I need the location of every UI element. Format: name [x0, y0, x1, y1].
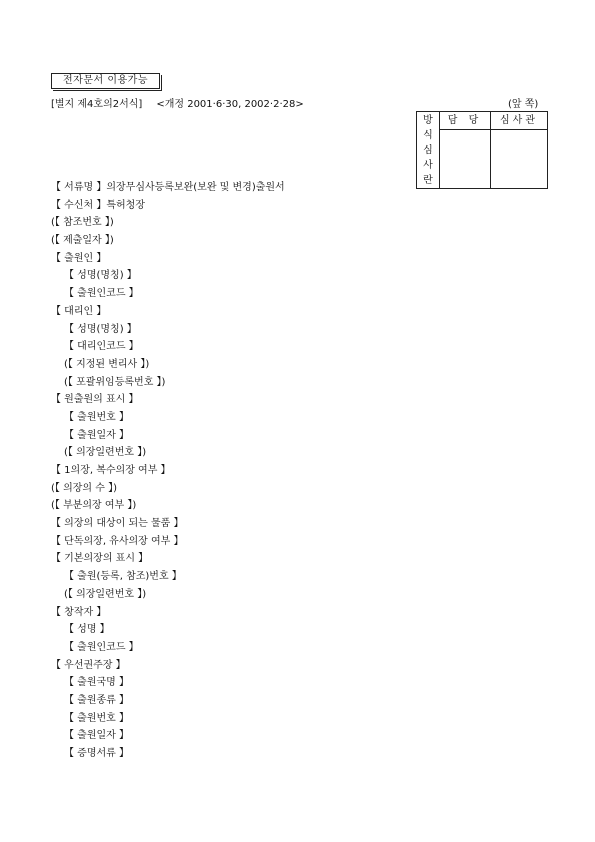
- form-subfield-line: 【 출원번호 】: [64, 411, 129, 423]
- form-field-line: (【 제출일자 】): [51, 235, 114, 247]
- form-field-line: (【 의장의 수 】): [51, 482, 117, 494]
- form-subfield-line: 【 출원(등록, 참조)번호 】: [64, 571, 182, 583]
- form-field-line: 【 창작자 】: [51, 606, 107, 618]
- form-header-line: [51, 95, 304, 110]
- form-field-line: 【 기본의장의 표시 】: [51, 553, 149, 565]
- form-field-line: 【 수신처 】특허청장: [51, 199, 145, 211]
- form-subfield-line: 【 출원종류 】: [64, 694, 129, 706]
- method-review-label: 방 식 심 사 란: [417, 112, 440, 189]
- form-subfield-line: (【 의장일련번호 】): [64, 588, 147, 600]
- form-subfield-line: 【 대리인코드 】: [64, 341, 139, 353]
- approval-col-examiner: 심사관: [491, 112, 548, 130]
- revision-note: <개정 2001·6·30, 2002·2·28>: [156, 99, 304, 110]
- form-subfield-line: 【 성명(명칭) 】: [64, 270, 137, 282]
- form-subfield-line: 【 출원일자 】: [64, 429, 129, 441]
- approval-col-officer: 담 당: [440, 112, 491, 130]
- form-subfield-line: 【 성명(명칭) 】: [64, 323, 137, 335]
- approval-cell-examiner[interactable]: [491, 129, 548, 188]
- form-subfield-line: 【 출원번호 】: [64, 712, 129, 724]
- form-field-line: 【 서류명 】의장무심사등록보완(보완 및 변경)출원서: [51, 182, 285, 193]
- form-field-line: 【 출원인 】: [51, 252, 107, 264]
- electronic-document-badge: 전자문서 이용가능: [51, 73, 160, 89]
- form-field-line: 【 원출원의 표시 】: [51, 394, 139, 406]
- form-subfield-line: 【 출원국명 】: [64, 677, 129, 689]
- form-subfield-line: (【 의장일련번호 】): [64, 447, 147, 459]
- form-field-line: 【 1의장, 복수의장 여부 】: [51, 465, 171, 476]
- form-field-line: 【 단독의장, 유사의장 여부 】: [51, 535, 184, 547]
- form-subfield-line: 【 증명서류 】: [64, 748, 129, 759]
- form-field-line: 【 우선권주장 】: [51, 659, 126, 671]
- form-field-line: 【 대리인 】: [51, 305, 107, 317]
- form-field-line: 【 의장의 대상이 되는 물품 】: [51, 518, 184, 530]
- form-id: [별지 제4호의2서식]: [51, 99, 143, 110]
- form-fields-list: [51, 179, 285, 763]
- approval-box: [416, 111, 548, 189]
- form-subfield-line: 【 출원인코드 】: [64, 288, 139, 300]
- form-subfield-line: (【 지정된 변리사 】): [64, 358, 150, 370]
- form-subfield-line: (【 포괄위임등록번호 】): [64, 376, 166, 388]
- page-side-label: (앞 쪽): [508, 99, 539, 110]
- form-subfield-line: 【 성명 】: [64, 624, 110, 636]
- form-field-line: (【 부분의장 여부 】): [51, 500, 137, 512]
- form-subfield-line: 【 출원인코드 】: [64, 641, 139, 653]
- approval-cell-officer[interactable]: [440, 129, 491, 188]
- form-field-line: (【 참조번호 】): [51, 217, 114, 229]
- form-subfield-line: 【 출원일자 】: [64, 730, 129, 742]
